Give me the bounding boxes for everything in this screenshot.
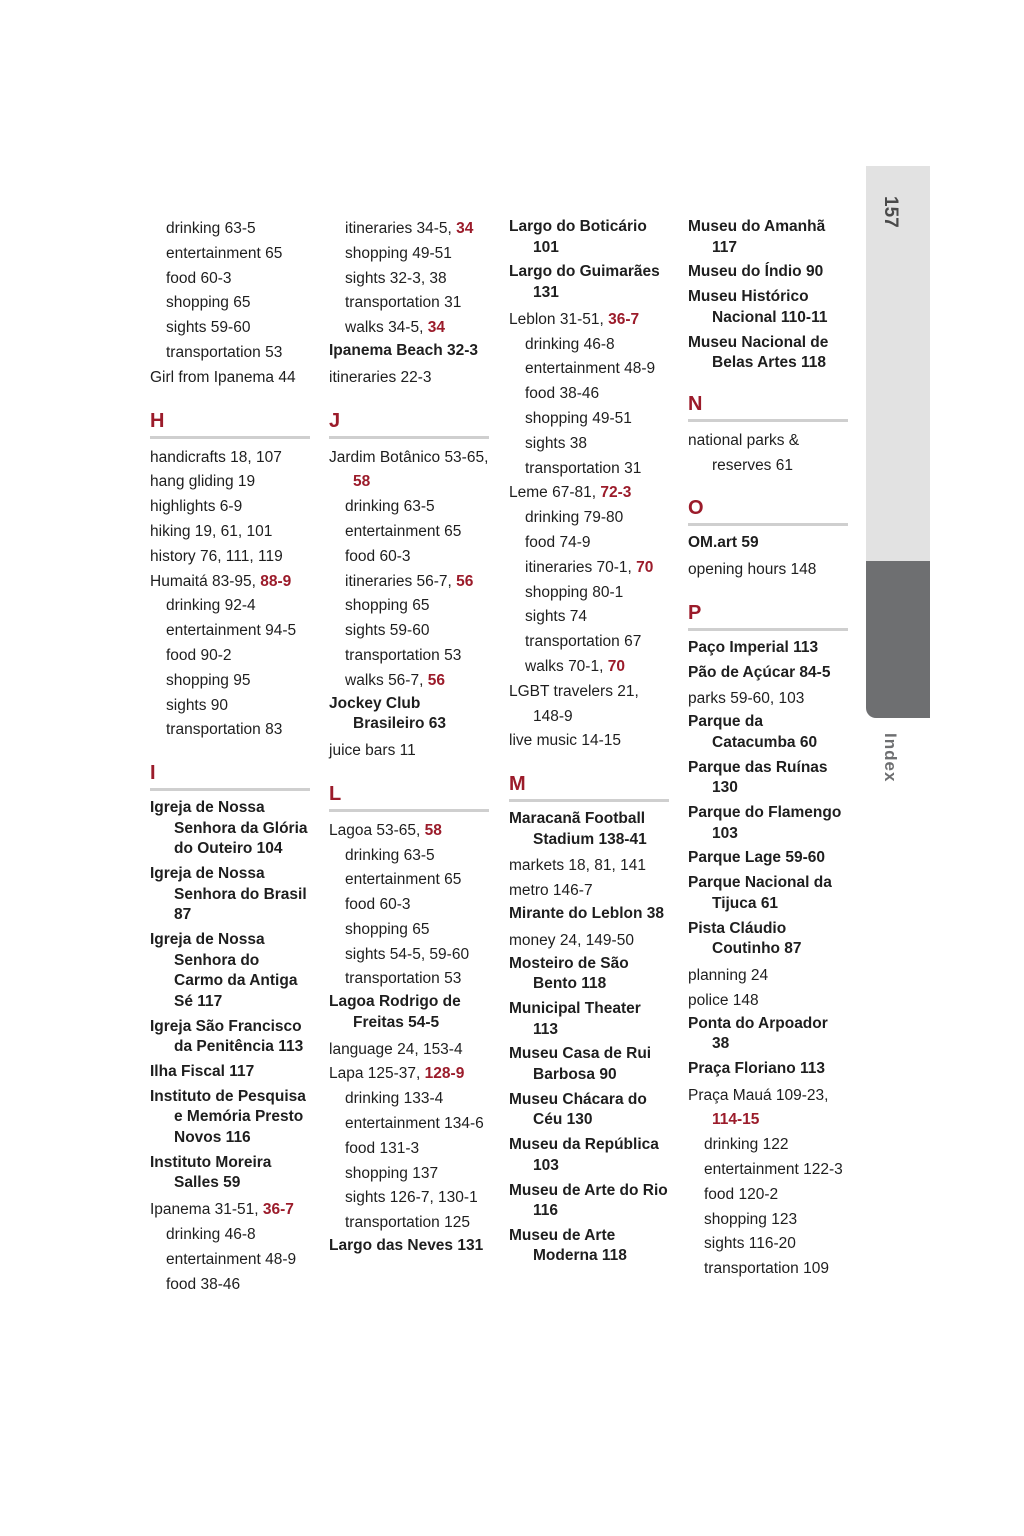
entry-label: highlights 6-9 (150, 498, 243, 516)
index-subentry (509, 556, 669, 581)
index-entry (150, 1087, 310, 1149)
entry-label: food 120-2 (704, 1185, 779, 1203)
entry-label: Jockey Club Brasileiro 63 (329, 694, 447, 733)
index-subentry (688, 1257, 848, 1282)
entry-label: shopping 95 (166, 671, 251, 689)
map-page-reference: 58 (424, 821, 442, 839)
entry-label: handicrafts 18, 107 (150, 448, 282, 466)
index-subentry (688, 1232, 848, 1257)
index-subentry (329, 1112, 489, 1137)
entry-label: Igreja de Nossa Senhora do Carmo da Antiga Sé 117 (150, 931, 298, 1010)
entry-label: drinking 79-80 (525, 509, 624, 527)
index-entry (688, 919, 848, 960)
entry-label: food 90-2 (166, 646, 232, 664)
index-entry (329, 1062, 489, 1087)
index-entry (509, 809, 669, 850)
index-subentry (329, 217, 489, 242)
index-entry (688, 1014, 848, 1055)
index-subentry (329, 594, 489, 619)
entry-label: drinking 46-8 (166, 1225, 256, 1243)
entry-label: shopping 49-51 (525, 409, 632, 427)
entry-label: shopping 65 (166, 294, 251, 312)
entry-label: national parks & reserves 61 (688, 431, 800, 474)
entry-label: Mosteiro de São Bento 118 (509, 954, 629, 993)
index-entry (509, 1090, 669, 1131)
entry-label: juice bars 11 (329, 741, 416, 759)
entry-label: food 60-3 (166, 269, 232, 287)
entry-label: sights 126-7, 130-1 (345, 1189, 478, 1207)
entry-label: transportation 31 (345, 294, 462, 312)
entry-label: drinking 122 (704, 1136, 789, 1154)
index-subentry (150, 594, 310, 619)
index-entry (688, 803, 848, 844)
index-entry (329, 1038, 489, 1063)
entry-label: shopping 137 (345, 1164, 439, 1182)
index-subentry (688, 1208, 848, 1233)
entry-label: drinking 46-8 (525, 335, 615, 353)
index-entry (509, 1226, 669, 1267)
index-subentry (150, 619, 310, 644)
index-column-3 (509, 217, 669, 1271)
entry-label: Museu do Índio 90 (688, 263, 824, 281)
index-letter-heading: J (329, 410, 489, 439)
index-subentry (329, 893, 489, 918)
index-subentry (150, 316, 310, 341)
index-entry (509, 854, 669, 879)
entry-label: Lapa 125-37, (329, 1065, 425, 1083)
entry-label: sights 59-60 (345, 622, 430, 640)
entry-label: itineraries 22-3 (329, 368, 432, 386)
index-entry (509, 680, 669, 730)
map-page-reference: 128-9 (424, 1065, 465, 1083)
index-letter-heading: M (509, 773, 669, 802)
index-entry (688, 1084, 848, 1134)
index-entry (688, 712, 848, 753)
index-subentry (688, 1133, 848, 1158)
entry-label: Mirante do Leblon 38 (509, 905, 665, 923)
entry-label: Parque da Catacumba 60 (688, 713, 818, 751)
index-entry (509, 308, 669, 333)
index-subentry (329, 918, 489, 943)
index-entry (329, 739, 489, 764)
entry-label: live music 14-15 (509, 732, 621, 750)
entry-label: walks 34-5, (345, 319, 428, 337)
entry-label: Municipal Theater 113 (509, 1000, 641, 1038)
entry-label: transportation 53 (166, 343, 283, 361)
entry-label: walks 56-7, (345, 671, 428, 689)
entry-label: Ipanema 31-51, (150, 1201, 263, 1219)
index-subentry (329, 669, 489, 694)
index-entry (509, 999, 669, 1040)
index-entry (150, 545, 310, 570)
index-entry (688, 558, 848, 583)
entry-label: parks 59-60, 103 (688, 690, 805, 708)
entry-label: hiking 19, 61, 101 (150, 522, 273, 540)
index-subentry (509, 605, 669, 630)
index-subentry (150, 291, 310, 316)
index-subentry (688, 1183, 848, 1208)
index-entry (509, 954, 669, 995)
index-column-1 (150, 217, 310, 1297)
entry-label: transportation 125 (345, 1214, 470, 1232)
entry-label: Leme 67-81, (509, 484, 601, 502)
entry-label: police 148 (688, 991, 759, 1009)
index-subentry (329, 1087, 489, 1112)
index-letter-heading: O (688, 497, 848, 526)
index-subentry (150, 694, 310, 719)
index-subentry (150, 1223, 310, 1248)
index-column-2 (329, 217, 489, 1261)
index-entry (150, 446, 310, 471)
index-subentry (329, 545, 489, 570)
entry-label: sights 38 (525, 434, 588, 452)
index-column-4 (688, 217, 848, 1282)
map-page-reference: 34 (456, 220, 474, 237)
entry-label: shopping 123 (704, 1210, 798, 1228)
index-entry (329, 341, 489, 362)
page-number: 157 (880, 196, 901, 228)
map-page-reference: 114-15 (712, 1111, 760, 1129)
index-entry (688, 533, 848, 554)
entry-label: hang gliding 19 (150, 473, 256, 491)
entry-label: Museu de Arte Moderna 118 (509, 1226, 627, 1265)
entry-label: Pão de Açúcar 84-5 (688, 663, 831, 681)
entry-label: planning 24 (688, 966, 769, 984)
entry-label: food 38-46 (525, 385, 600, 403)
index-subentry (150, 718, 310, 743)
entry-label: Museu Nacional de Belas Artes 118 (688, 333, 829, 372)
index-entry (329, 446, 489, 496)
index-subentry (329, 644, 489, 669)
entry-label: Leblon 31-51, (509, 310, 609, 328)
entry-label: Ipanema Beach 32-3 (329, 341, 479, 359)
entry-label: LGBT travelers 21, 148-9 (509, 682, 639, 725)
index-letter-heading: P (688, 602, 848, 631)
entry-label: entertainment 94-5 (166, 622, 297, 640)
entry-label: drinking 63-5 (166, 220, 256, 237)
index-subentry (329, 943, 489, 968)
index-entry (688, 989, 848, 1014)
index-entry (688, 429, 848, 479)
index-subentry (509, 531, 669, 556)
index-subentry (509, 432, 669, 457)
side-tab-section-marker (866, 561, 930, 718)
index-letter-heading: L (329, 783, 489, 812)
entry-label: food 60-3 (345, 896, 411, 914)
entry-label: shopping 65 (345, 597, 430, 615)
index-subentry (329, 868, 489, 893)
entry-label: entertainment 48-9 (166, 1250, 297, 1268)
index-subentry (509, 630, 669, 655)
entry-label: OM.art 59 (688, 534, 759, 552)
index-entry (150, 864, 310, 926)
index-subentry (150, 242, 310, 267)
index-entry (150, 570, 310, 595)
index-entry (688, 1059, 848, 1080)
index-subentry (329, 570, 489, 595)
index-subentry (329, 1162, 489, 1187)
entry-label: sights 59-60 (166, 319, 251, 337)
index-subentry (509, 382, 669, 407)
index-subentry (329, 316, 489, 341)
index-entry (509, 904, 669, 925)
index-entry (509, 1181, 669, 1222)
entry-label: Instituto de Pesquisa e Memória Presto Novos 116 (150, 1087, 306, 1146)
entry-label: itineraries 56-7, (345, 572, 457, 590)
entry-label: Ponta do Arpoador 38 (688, 1014, 828, 1053)
entry-label: Praça Floriano 113 (688, 1059, 825, 1077)
index-subentry (329, 242, 489, 267)
index-subentry (509, 655, 669, 680)
entry-label: language 24, 153-4 (329, 1040, 463, 1058)
index-entry (329, 366, 489, 391)
entry-label: Largo das Neves 131 (329, 1237, 484, 1255)
entry-label: Girl from Ipanema 44 (150, 368, 296, 386)
index-entry (688, 287, 848, 328)
entry-label: Largo do Boticário 101 (509, 218, 647, 256)
index-entry (509, 1044, 669, 1085)
index-entry (150, 1017, 310, 1058)
entry-label: Pista Cláudio Coutinho 87 (688, 919, 802, 958)
entry-label: sights 32-3, 38 (345, 269, 447, 287)
entry-label: Igreja São Francisco da Penitência 113 (150, 1017, 304, 1056)
entry-label: transportation 53 (345, 646, 462, 664)
map-page-reference: 36-7 (608, 310, 640, 328)
index-letter-heading: I (150, 762, 310, 791)
entry-label: Humaitá 83-95, (150, 572, 261, 590)
entry-label: metro 146-7 (509, 882, 593, 900)
entry-label: Parque das Ruínas 130 (688, 758, 828, 797)
index-letter-heading: N (688, 393, 848, 422)
entry-label: Museu do Amanhã 117 (688, 218, 826, 256)
index-entry (329, 819, 489, 844)
index-subentry (329, 267, 489, 292)
index-subentry (329, 619, 489, 644)
index-entry (688, 333, 848, 374)
entry-label: Paço Imperial 113 (688, 638, 819, 656)
entry-label: food 38-46 (166, 1275, 241, 1293)
section-label: Index (881, 733, 900, 783)
index-subentry (329, 1137, 489, 1162)
index-entry (688, 217, 848, 258)
index-entry (688, 873, 848, 914)
index-entry (329, 1236, 489, 1257)
index-entry (509, 262, 669, 303)
entry-label: transportation 53 (345, 970, 462, 988)
entry-label: Parque Nacional da Tijuca 61 (688, 874, 832, 912)
index-subentry (329, 1186, 489, 1211)
entry-label: Museu da República 103 (509, 1136, 659, 1174)
index-entry (509, 481, 669, 506)
entry-label: drinking 63-5 (345, 846, 435, 864)
index-entry (509, 217, 669, 258)
entry-label: money 24, 149-50 (509, 931, 634, 949)
entry-label: food 60-3 (345, 547, 411, 565)
index-entry (150, 520, 310, 545)
index-entry (329, 694, 489, 735)
map-page-reference: 56 (456, 572, 474, 590)
entry-label: sights 116-20 (704, 1235, 796, 1253)
index-subentry (150, 669, 310, 694)
index-subentry (329, 291, 489, 316)
map-page-reference: 88-9 (260, 572, 292, 590)
entry-label: Museu de Arte do Rio 116 (509, 1181, 668, 1220)
index-entry (688, 262, 848, 283)
entry-label: Instituto Moreira Salles 59 (150, 1153, 272, 1192)
index-subentry (509, 333, 669, 358)
index-entry (509, 879, 669, 904)
entry-label: shopping 65 (345, 920, 430, 938)
entry-label: itineraries 70-1, (525, 558, 637, 576)
entry-label: Museu Casa de Rui Barbosa 90 (509, 1045, 652, 1083)
index-subentry (509, 581, 669, 606)
entry-label: Museu Chácara do Céu 130 (509, 1090, 647, 1129)
index-entry (688, 687, 848, 712)
index-entry (150, 495, 310, 520)
index-subentry (150, 267, 310, 292)
index-subentry (509, 357, 669, 382)
index-subentry (150, 644, 310, 669)
entry-label: shopping 80-1 (525, 583, 624, 601)
entry-label: entertainment 122-3 (704, 1161, 843, 1179)
index-entry (150, 798, 310, 860)
map-page-reference: 34 (427, 319, 445, 337)
entry-label: Parque Lage 59-60 (688, 849, 825, 867)
index-entry (688, 848, 848, 869)
index-subentry (329, 495, 489, 520)
entry-label: opening hours 148 (688, 561, 817, 579)
index-entry (150, 1062, 310, 1083)
entry-label: Lagoa Rodrigo de Freitas 54-5 (329, 993, 461, 1031)
map-page-reference: 72-3 (600, 484, 632, 502)
index-subentry (509, 506, 669, 531)
index-entry (509, 929, 669, 954)
entry-label: sights 74 (525, 608, 588, 626)
index-subentry (150, 1248, 310, 1273)
index-subentry (329, 1211, 489, 1236)
entry-label: food 131-3 (345, 1139, 420, 1157)
index-entry (150, 366, 310, 391)
entry-label: Maracanã Football Stadium 138-41 (509, 810, 647, 848)
entry-label: itineraries 34-5, (345, 220, 457, 237)
entry-label: history 76, 111, 119 (150, 547, 283, 565)
index-entry (150, 1198, 310, 1223)
index-subentry (150, 217, 310, 242)
index-subentry (509, 407, 669, 432)
entry-label: transportation 83 (166, 721, 283, 739)
entry-label: transportation 31 (525, 459, 642, 477)
index-entry (150, 470, 310, 495)
entry-label: Igreja de Nossa Senhora da Glória do Outeiro 104 (150, 799, 308, 858)
entry-label: food 74-9 (525, 533, 591, 551)
index-subentry (150, 1273, 310, 1298)
entry-label: Igreja de Nossa Senhora do Brasil 87 (150, 865, 307, 924)
entry-label: drinking 92-4 (166, 597, 256, 615)
entry-label: Ilha Fiscal 117 (150, 1063, 255, 1081)
index-subentry (688, 1158, 848, 1183)
entry-label: Lagoa 53-65, (329, 821, 425, 839)
entry-label: entertainment 48-9 (525, 360, 656, 378)
entry-label: Jardim Botânico 53-65, (329, 448, 489, 466)
index-subentry (150, 341, 310, 366)
entry-label: entertainment 134-6 (345, 1115, 484, 1133)
index-entry (509, 729, 669, 754)
map-page-reference: 70 (607, 657, 625, 675)
index-subentry (329, 844, 489, 869)
entry-label: drinking 63-5 (345, 498, 435, 516)
index-entry (688, 758, 848, 799)
entry-label: transportation 109 (704, 1260, 829, 1278)
index-entry (509, 1135, 669, 1176)
entry-label: walks 70-1, (525, 657, 608, 675)
entry-label: Praça Mauá 109-23, (688, 1086, 829, 1104)
index-entry (688, 638, 848, 659)
map-page-reference: 56 (427, 671, 445, 689)
entry-label: markets 18, 81, 141 (509, 857, 646, 875)
index-entry (150, 1153, 310, 1194)
entry-label: Largo do Guimarães 131 (509, 263, 660, 301)
index-subentry (509, 457, 669, 482)
entry-label: entertainment 65 (345, 871, 462, 889)
entry-label: transportation 67 (525, 633, 642, 651)
entry-label: shopping 49-51 (345, 244, 452, 262)
map-page-reference: 70 (636, 558, 654, 576)
entry-label: drinking 133-4 (345, 1090, 444, 1108)
map-page-reference: 36-7 (262, 1201, 294, 1219)
index-entry (688, 663, 848, 684)
map-page-reference: 58 (353, 473, 371, 491)
index-subentry (329, 967, 489, 992)
index-entry (688, 964, 848, 989)
index-entry (150, 930, 310, 1012)
entry-label: entertainment 65 (345, 522, 462, 540)
entry-label: sights 90 (166, 696, 229, 714)
entry-label: entertainment 65 (166, 244, 283, 262)
entry-label: Parque do Flamengo 103 (688, 804, 842, 842)
index-subentry (329, 520, 489, 545)
index-letter-heading: H (150, 410, 310, 439)
index-entry (329, 992, 489, 1033)
entry-label: Museu Histórico Nacional 110-11 (688, 288, 828, 326)
entry-label: sights 54-5, 59-60 (345, 945, 470, 963)
